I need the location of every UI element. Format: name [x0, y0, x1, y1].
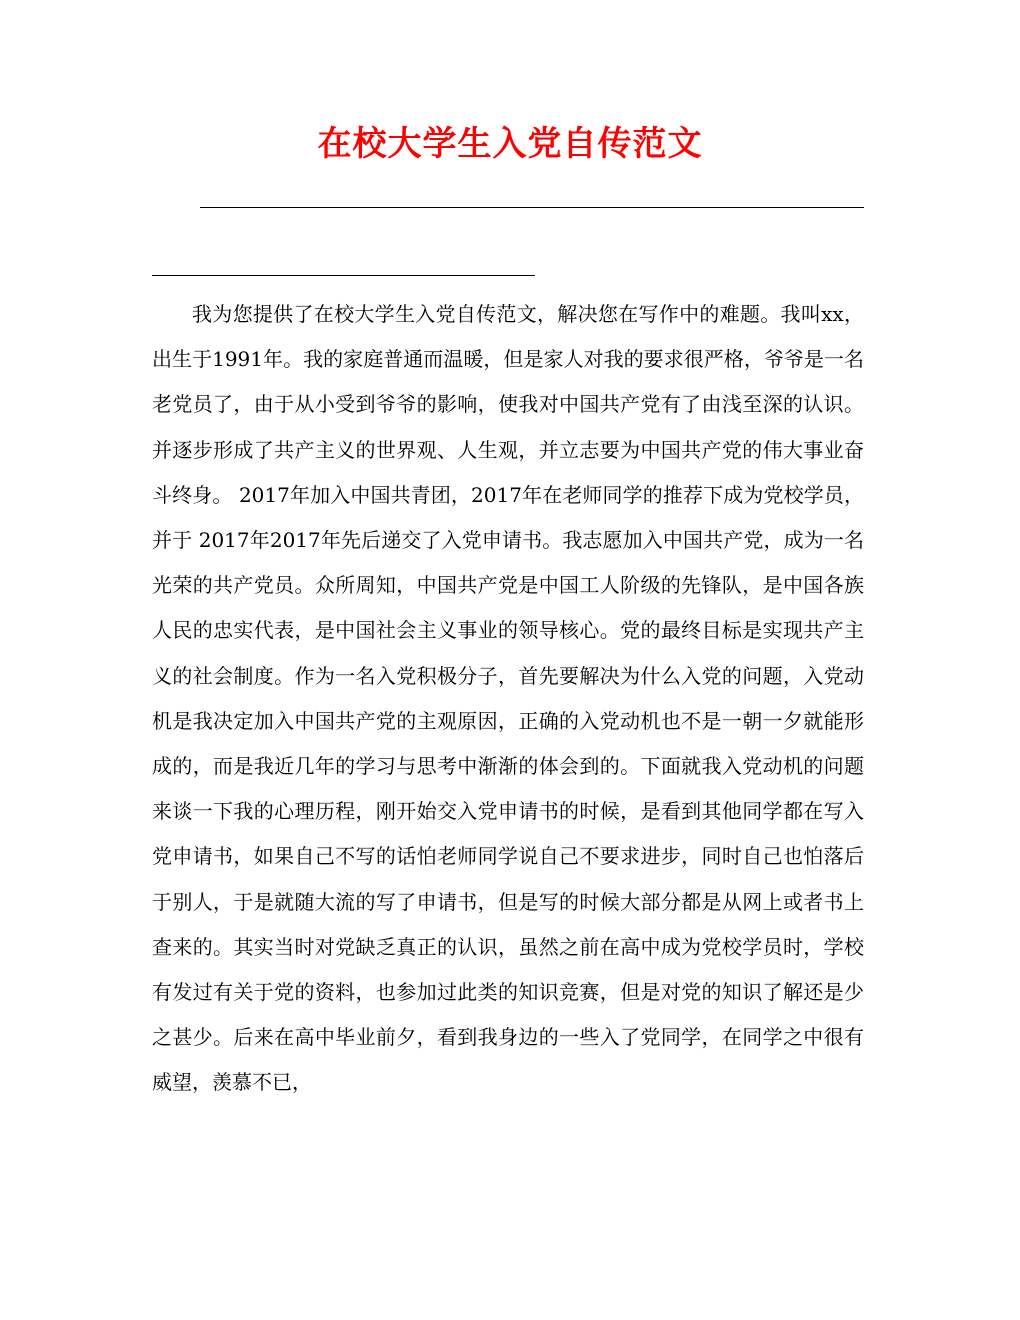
underline-rule-first: [200, 207, 864, 208]
body-paragraph: 我为您提供了在校大学生入党自传范文，解决您在写作中的难题。我叫xx，出生于1991年。我的家庭普通而温暖，但是家人对我的要求很严格，爷爷是一名老党员了，由于从小受到爷爷的影响，使我对中国共产党有了由浅至深的认识。并逐步形成了共产主义的世界观、人生观，并立志要为中国共产党的伟大事业奋斗终身。 2017年加入中国共青团，2017年在老师同学的推荐下成为党校学员，并于 2017年2017年先后递交了入党申请书。我志愿加入中国共产党，成为一名光荣的共产党员。众所周知，中国共产党是中国工人阶级的先锋队，是中国各族人民的忠实代表，是中国社会主义事业的领导核心。党的最终目标是实现共产主义的社会制度。作为一名入党积极分子，首先要解决为什么入党的问题，入党动机是我决定加入中国共产党的主观原因，正确的入党动机也不是一朝一夕就能形成的，而是我近几年的学习与思考中渐渐的体会到的。下面就我入党动机的问题来谈一下我的心理历程，刚开始交入党申请书的时候，是看到其他同学都在写入党申请书，如果自己不写的话怕老师同学说自己不要求进步，同时自己也怕落后于别人，于是就随大流的写了申请书，但是写的时候大部分都是从网上或者书上查来的。其实当时对党缺乏真正的认识，虽然之前在高中成为党校学员时，学校有发过有关于党的资料，也参加过此类的知识竞赛，但是对党的知识了解还是少之甚少。后来在高中毕业前夕，看到我身边的一些入了党同学，在同学之中很有威望，羡慕不已，: [152, 302, 864, 1095]
document-title: 在校大学生入党自传范文: [317, 124, 703, 164]
underline-rule-second: [152, 275, 535, 276]
